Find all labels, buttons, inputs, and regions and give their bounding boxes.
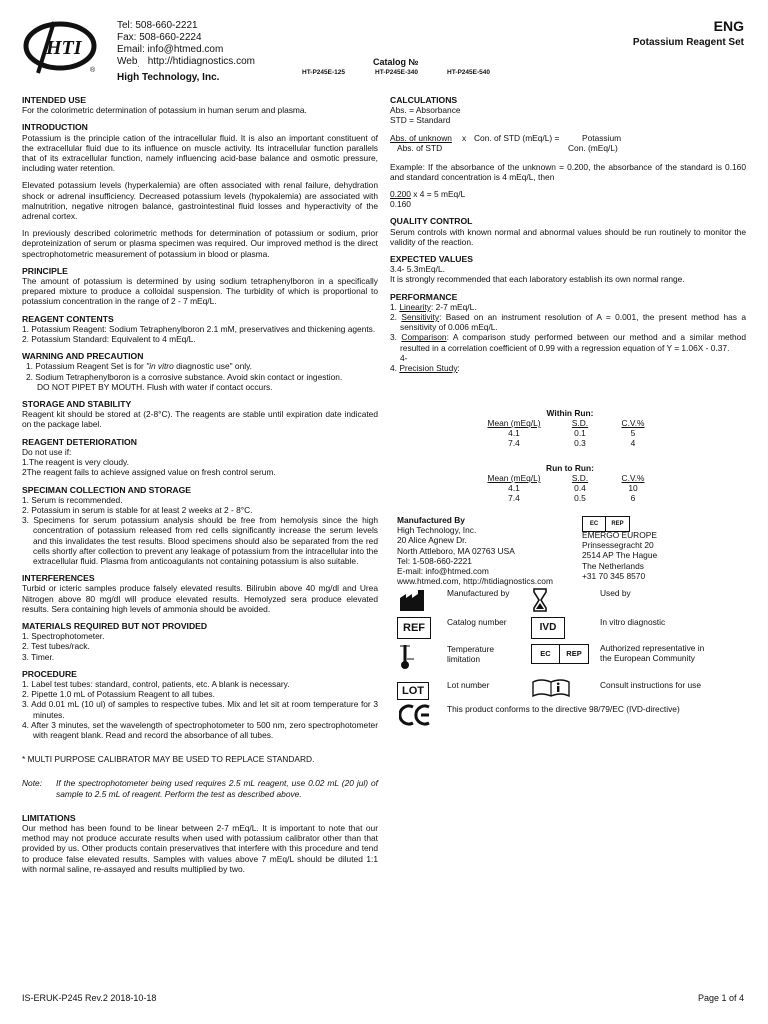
expected-heading: EXPECTED VALUES — [390, 254, 473, 265]
ec-rep-address — [582, 530, 732, 581]
introduction-p2: Elevated potassium levels (hyperkalemia) are often associated with renal failure, dehydration shock or adrenal insufficiency. Decreased potassium levels (hypokalemia) are associated with malnutrition, negative nitrogen balance, gastrointestinal fluid losses and hyperactivity of the adrenal cortex. — [22, 180, 378, 222]
within-run-title: Within Run: — [546, 408, 594, 418]
within-row1-cv: 5 — [630, 428, 636, 438]
deterioration-l2: 1.The reagent is very cloudy. — [22, 457, 129, 468]
rtr-header-mean: Mean (mEq/L) — [487, 473, 541, 483]
ec-rep-icon-rep: REP — [566, 649, 582, 658]
calibrator-note: * MULTI PURPOSE CALIBRATOR MAY BE USED TO REPLACE STANDARD. — [22, 754, 315, 765]
reagent-item-2: 2. Potassium Standard: Equivalent to 4 mEq/L. — [22, 334, 196, 345]
deterioration-l1: Do not use if: — [22, 446, 72, 457]
ec-line-2: Prinsessegracht 20 — [582, 540, 654, 551]
logo-lettering: HTI — [46, 37, 82, 59]
calculations-heading: CALCULATIONS — [390, 95, 458, 105]
note-text: If the spectrophotometer being used requires 2.5 mL reagent, use 0.02 mL (20 jul) of sample to 2.5 mL of reagent. Perform the test as described above. — [56, 778, 378, 799]
calc-formula — [390, 133, 746, 155]
principle-heading: PRINCIPLE — [22, 265, 68, 276]
expected-note: It is strongly recommended that each laboratory establish its own normal range. — [390, 274, 685, 285]
intended-use-heading: INTENDED USE — [22, 95, 86, 105]
catalog-number-1: HT-P245E-125 — [302, 69, 345, 76]
ref-icon: REF — [397, 617, 431, 639]
example-rest: x 4 = 5 mEq/L — [410, 189, 466, 200]
reagent-item-1: 1. Potassium Reagent: Sodium Tetraphenylboron 2.1 mM, preservatives and thickening agents. — [22, 323, 376, 334]
within-row2-sd: 0.3 — [574, 438, 586, 448]
symbol-temperature: Temperature limitation — [447, 644, 495, 664]
formula-numerator: Abs. of unknown — [390, 132, 452, 143]
within-header-mean: Mean (mEq/L) — [487, 418, 541, 428]
mfr-line-6: www.htmed.com, http://htidiagnostics.com — [397, 576, 553, 587]
web-label: Web — [117, 56, 138, 67]
example-denominator: 0.160 — [390, 199, 411, 210]
perf-4-num: 4. — [390, 363, 397, 374]
catalog-label: Catalog № — [373, 57, 419, 67]
symbol-consult: Consult instructions for use — [600, 680, 702, 690]
intended-use-text: For the colorimetric determination of potassium in human serum and plasma. — [22, 105, 307, 116]
abs-definition: Abs. = Absorbance — [390, 105, 461, 116]
rtr-row1-cv: 10 — [628, 483, 638, 493]
email: Email: info@htmed.com — [117, 44, 224, 55]
rtr-header-sd: S.D. — [571, 473, 589, 483]
ec-rep-icon-ec: EC — [532, 645, 560, 663]
within-row2-cv: 4 — [630, 438, 636, 448]
materials-item-3: 3. Timer. — [22, 651, 55, 662]
mfr-line-4: Tel: 1-508-660-2221 — [397, 555, 472, 566]
perf-2-label: Sensitivity — [401, 312, 440, 323]
std-definition: STD = Standard — [390, 115, 451, 126]
warning-1-italic: "in vitro — [146, 361, 174, 372]
procedure-item-2: 2. Pipette 1.0 mL of Potassium Reagent to all tubes. — [22, 689, 215, 700]
perf-1-num: 1. — [390, 301, 397, 312]
reagent-contents-heading: REAGENT CONTENTS — [22, 313, 114, 324]
calc-example: Example: If the absorbance of the unknown = 0.200, the absorbance of the standard is 0.160 and standard concentration is 4 mEq/L, then — [390, 161, 746, 182]
perf-1-label: Linearity — [399, 301, 431, 312]
formula-con-std: Con. of STD (mEq/L) = — [474, 132, 560, 143]
introduction-heading: INTRODUCTION — [22, 122, 88, 133]
right-column — [390, 95, 746, 373]
ec-line-3: 2514 AP The Hague — [582, 550, 658, 561]
run-to-run-title: Run to Run: — [546, 463, 594, 473]
symbol-in-vitro: In vitro diagnostic — [600, 617, 666, 627]
procedure-heading: PROCEDURE — [22, 668, 77, 679]
ec-rep-top-ec: EC — [583, 517, 606, 531]
perf-3-num: 3. — [390, 332, 397, 343]
principle-text: The amount of potassium is determined by using sodium tetraphenylboron in a specifically prepared mixture to produce a colloidal suspension. The turbidity of which is proportional to potassium concentration in the range of 2 - 7 mEq/L. — [22, 276, 378, 307]
symbol-catalog-number: Catalog number — [447, 617, 507, 627]
hti-logo-icon — [20, 18, 100, 78]
interferences-heading: INTERFERENCES — [22, 573, 95, 584]
footer-page-number: Page 1 of 4 — [697, 993, 744, 1003]
quality-heading: QUALITY CONTROL — [390, 216, 473, 227]
hourglass-icon — [533, 588, 547, 612]
warning-1-pre: 1. Potassium Reagent Set is for — [26, 361, 147, 372]
formula-result: Potassium — [582, 132, 622, 143]
symbol-authorized: Authorized representative in the European Community — [600, 643, 705, 663]
rtr-row2-cv: 6 — [630, 493, 636, 503]
mfr-line-3: North Attleboro, MA 02763 USA — [397, 545, 515, 556]
warning-item-2b: DO NOT PIPET BY MOUTH. Flush with water if contact occurs. — [37, 381, 273, 392]
perf-3-text: : A comparison study performed between our method and a similar method resulted in a correlation coefficient of 0.99 with a regression equation of Y = 1.06X - 0.37. — [400, 332, 747, 353]
rtr-header-cv: C.V.% — [621, 473, 645, 483]
ivd-icon: IVD — [531, 617, 565, 639]
manufacturer-factory-icon — [399, 590, 425, 612]
catalog-number-2: HT-P245E-340 — [375, 69, 418, 76]
introduction-p1: Potassium is the principle cation of the intracellular fluid. It is also an important constituent of the extracellular fluid due to its influence on muscle activity. Its intracellular function parallels that of its extracellular function, namely influencing acid-base balance and osmotic pressure, including water retention. — [22, 132, 378, 174]
symbol-used-by: Used by — [600, 588, 631, 598]
procedure-item-1: 1. Label test tubes: standard, control, patients, etc. A blank is necessary. — [22, 678, 290, 689]
manufacturer-block — [397, 515, 577, 586]
contact-block — [117, 20, 255, 84]
rtr-row2-sd: 0.5 — [574, 493, 586, 503]
ec-line-4: The Netherlands — [582, 560, 644, 571]
tel: Tel: 508-660-2221 — [117, 20, 198, 31]
svg-text:®: ® — [90, 67, 96, 74]
perf-2-num: 2. — [390, 312, 397, 323]
perf-2-text: : Based on an instrument resolution of A = 0.001, the present method has a sensitivity of 0.006 mEq/L. — [400, 312, 747, 333]
fax: Fax: 508-660-2224 — [117, 32, 202, 43]
ec-line-5: +31 70 345 8570 — [582, 570, 646, 581]
specimen-item-2: 2. Potassium in serum is stable for at least 2 weeks at 2 - 8°C. — [22, 504, 253, 515]
materials-item-2: 2. Test tubes/rack. — [22, 641, 90, 652]
note-label: Note: — [22, 778, 43, 789]
catalog-number-3: HT-P245E-540 — [447, 69, 490, 76]
deterioration-l3: 2The reagent fails to achieve assigned value on fresh control serum. — [22, 467, 276, 478]
symbol-directive: This product conforms to the directive 98/79/EC (IVD-directive) — [447, 704, 680, 714]
within-row1-sd: 0.1 — [574, 428, 586, 438]
ec-line-1: EMERGO EUROPE — [582, 530, 657, 540]
specimen-item-3: 3. Specimens for serum potassium analysis should be free from hemolysis since the high concentration of potassium released from red cells significantly increase the serum levels and this invalidates the test results. Blood specimens should also be separated from the red cells shortly after collection to prevent any leakage of potassium from the intracellular into the extracellular fluid. Plasma from anticoagulants not containing potassium is also suitable. — [22, 515, 378, 566]
within-row2-mean: 7.4 — [508, 438, 520, 448]
warning-item-2: 2. Sodium Tetraphenylboron is a corrosive substance. Avoid skin contact or ingestion. — [26, 371, 343, 382]
web-url: http://htidiagnostics.com — [147, 56, 255, 67]
spectro-note — [22, 778, 378, 798]
expected-range: 3.4- 5.3mEq/L. — [390, 264, 445, 275]
performance-sensitivity — [390, 312, 746, 332]
web: Web$_.$ http://htidiagnostics.com — [117, 56, 255, 69]
formula-denominator: Abs. of STD — [397, 142, 443, 153]
book-info-icon — [531, 678, 571, 698]
perf-4-label: Precision Study — [399, 363, 458, 374]
warning-heading: WARNING AND PRECAUTION — [22, 351, 144, 362]
precision-tables — [390, 408, 750, 508]
performance-heading: PERFORMANCE — [390, 291, 458, 302]
rtr-row1-mean: 4.1 — [508, 483, 520, 493]
deterioration-heading: REAGENT DETERIORATION — [22, 436, 137, 447]
specimen-heading: SPECIMAN COLLECTION AND STORAGE — [22, 484, 192, 495]
performance-comparison — [390, 332, 746, 352]
introduction-p3: In previously described colorimetric methods for determination of potassium or sodium, prior deproteinization of serum or plasma specimen was required. Our improved method is the direct spectrophotometric measurement of potassium in blood or plasma. — [22, 228, 378, 259]
warning-item-1 — [22, 361, 378, 371]
mfr-line-5: E-mail: info@htmed.com — [397, 566, 489, 577]
within-header-cv: C.V.% — [621, 418, 645, 428]
perf-4-text: : — [457, 363, 460, 374]
formula-result-unit: Con. (mEq/L) — [568, 142, 618, 153]
ce-mark-lettering: CE — [399, 704, 401, 705]
perf-1-text: : 2-7 mEq/L. — [430, 301, 477, 312]
manufacturer-title: Manufactured By — [397, 515, 465, 525]
symbol-lot-number: Lot number — [447, 680, 490, 690]
formula-times: x — [462, 132, 467, 143]
language-code: ENG — [713, 18, 744, 34]
thermometer-icon — [397, 643, 417, 671]
performance-linearity — [390, 302, 746, 312]
footer-doc-id: IS-ERUK-P245 Rev.2 2018-10-18 — [22, 993, 157, 1003]
within-row1-mean: 4.1 — [508, 428, 520, 438]
storage-heading: STORAGE AND STABILITY — [22, 399, 132, 410]
performance-precision — [390, 363, 746, 373]
storage-text: Reagent kit should be stored at (2-8°C). The reagents are stable until expiration date indicated on the package label. — [22, 409, 378, 430]
hti-logo — [20, 18, 100, 78]
company: High Technology, Inc. — [117, 72, 220, 83]
ec-rep-icon — [531, 644, 589, 664]
product-title: Potassium Reagent Set — [632, 37, 744, 48]
procedure-item-4: 4. After 3 minutes, set the wavelength of spectrophotometer to 500 nm, zero spectrophotometer with reagent blank. Read and record the absorbance of all tubes. — [22, 719, 378, 740]
example-numerator: 0.200 — [390, 189, 411, 200]
example-line — [390, 189, 746, 199]
rtr-row1-sd: 0.4 — [574, 483, 586, 493]
quality-text: Serum controls with known normal and abnormal values should be run routinely to monitor the validity of the reaction. — [390, 226, 746, 247]
symbol-legend — [395, 586, 755, 736]
materials-item-1: 1. Spectrophotometer. — [22, 631, 105, 642]
within-header-sd: S.D. — [571, 418, 589, 428]
symbol-manufactured-by: Manufactured by — [447, 588, 510, 598]
ce-mark-icon — [399, 704, 431, 726]
rtr-row2-mean: 7.4 — [508, 493, 520, 503]
procedure-item-3: 3. Add 0.01 mL (10 ul) of samples to respective tubes. Mix and let sit at room temperature for 3 minutes. — [22, 699, 378, 720]
warning-1-post: diagnostic use" only. — [173, 361, 252, 372]
ec-rep-top-rep: REP — [611, 521, 624, 527]
limitations-heading: LIMITATIONS — [22, 812, 76, 823]
performance-extra: 4- — [400, 352, 408, 363]
mfr-line-2: 20 Alice Agnew Dr. — [397, 535, 467, 546]
left-column — [22, 95, 378, 874]
limitations-text: Our method has been found to be linear between 2-7 mEq/L. It is important to note that our method may not produce accurate results when used with potassium calibrator other than that provided by us. Other products contain preservatives that interfere with this procedure and tend to produce false elevated results. Samples with values above 7 mEq/L should be diluted 1:1 with normal saline, re-assayed and results multiplied by two. — [22, 822, 378, 874]
mfr-line-1: High Technology, Inc. — [397, 525, 477, 536]
specimen-item-1: 1. Serum is recommended. — [22, 494, 123, 505]
perf-3-label: Comparison — [401, 332, 447, 343]
materials-heading: MATERIALS REQUIRED BUT NOT PROVIDED — [22, 620, 208, 631]
lot-icon: LOT — [397, 682, 429, 700]
interferences-text: Turbid or icteric samples produce falsely elevated results. Bilirubin above 40 mg/dl and Urea Nitrogen above 80 mg/dl will produce elevated results. Hemolyzed sera produce elevated results. Sera containing high levels of ammonia should be avoided. — [22, 583, 378, 614]
